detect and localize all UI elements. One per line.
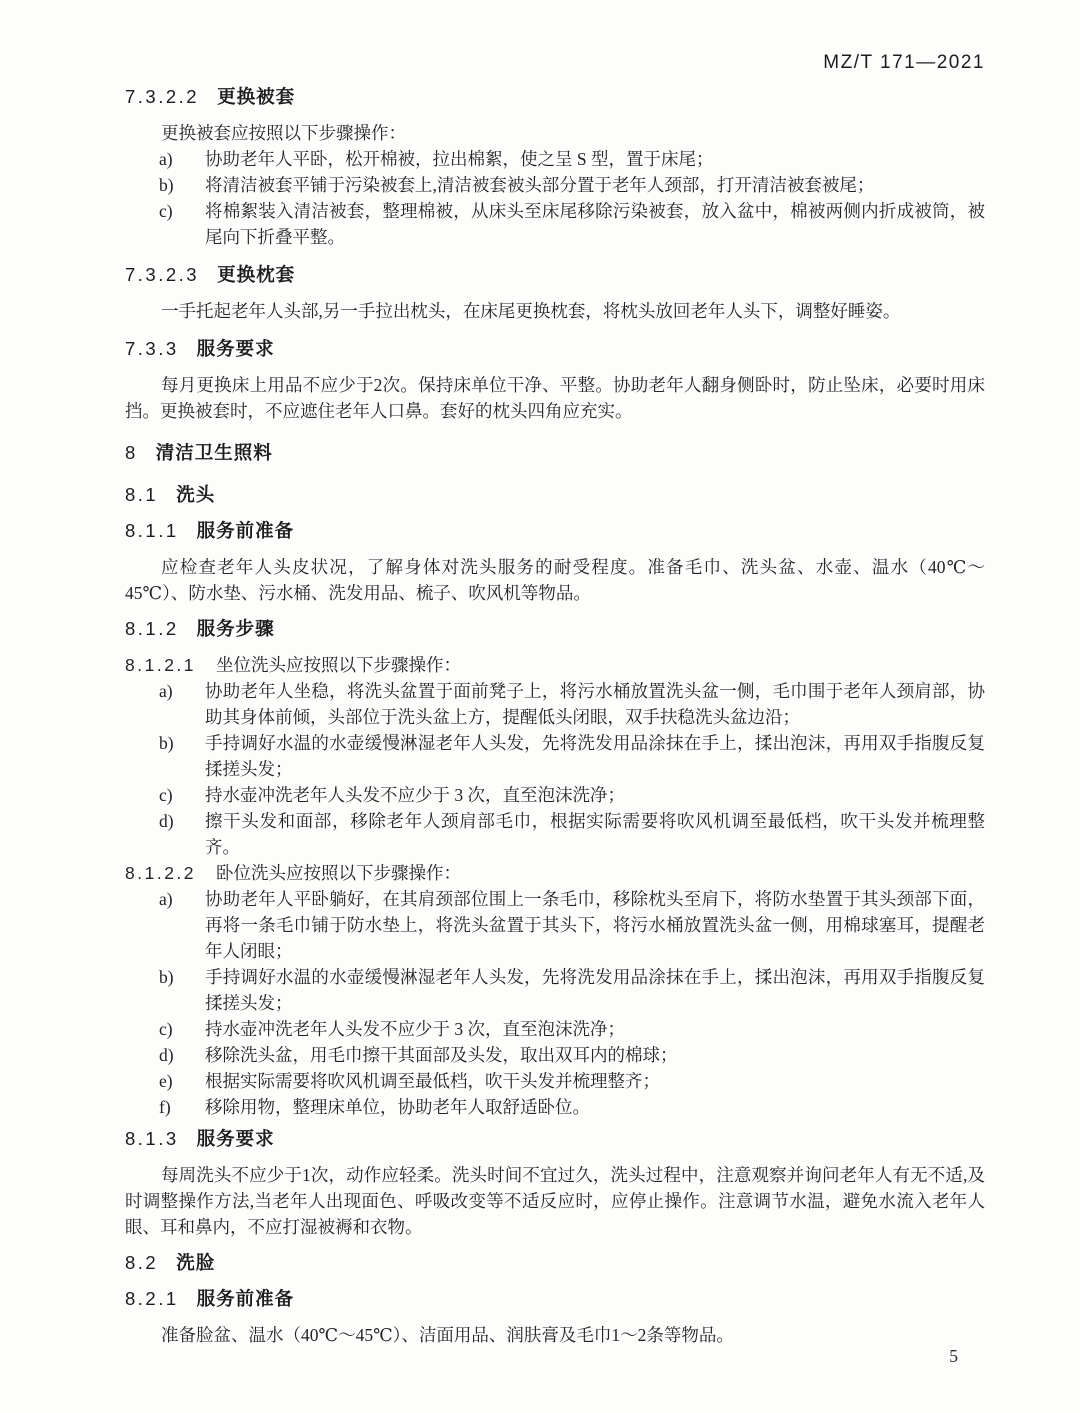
subsection-number: 8.1.2.1 [125, 655, 197, 675]
list-item-label: c) [159, 785, 173, 805]
list-item-d [125, 1042, 985, 1068]
section-number: 8.1.2 [125, 618, 179, 639]
list-item-a [125, 886, 985, 964]
list-item-text: 协助老年人坐稳，将洗头盆置于面前凳子上，将污水桶放置洗头盆一侧，毛巾围于老年人颈肩部，协助其身体前倾，头部位于洗头盆上方，提醒低头闭眼，双手扶稳洗头盆边沿； [205, 681, 985, 727]
section-heading-7-3-3 [125, 336, 985, 362]
list-item-c [125, 198, 985, 250]
ordered-list-8-1-2-1 [125, 678, 985, 860]
section-heading-8-2 [125, 1250, 985, 1276]
chapter-number: 8 [125, 442, 138, 463]
list-item-label: c) [159, 1019, 173, 1039]
list-item-c [125, 782, 985, 808]
list-item-text: 根据实际需要将吹风机调至最低档，吹干头发并梳理整齐； [205, 1071, 660, 1091]
subsection-heading-8-1-2-1 [125, 652, 985, 678]
list-item-label: e) [159, 1071, 173, 1091]
section-number: 8.1.1 [125, 520, 179, 541]
paragraph-7-3-3: 每月更换床上用品不应少于2次。保持床单位干净、平整。协助老年人翻身侧卧时，防止坠床，必要时用床挡。更换被套时，不应遮住老年人口鼻。套好的枕头四角应充实。 [125, 375, 985, 421]
section-title: 更换枕套 [217, 264, 296, 285]
section-heading-7-3-2-2 [125, 84, 985, 110]
section-title: 更换被套 [217, 86, 296, 107]
chapter-heading-8 [125, 440, 985, 466]
list-item-label: b) [159, 967, 174, 987]
section-number: 7.3.3 [125, 338, 179, 359]
list-item-label: b) [159, 175, 174, 195]
list-item-label: f) [159, 1097, 171, 1117]
list-item-label: d) [159, 811, 174, 831]
chapter-title: 清洁卫生照料 [155, 442, 273, 463]
list-item-d [125, 808, 985, 860]
section-heading-7-3-2-3 [125, 262, 985, 288]
paragraph-8-2-1: 准备脸盆、温水（40℃～45℃）、洁面用品、润肤膏及毛巾1～2条等物品。 [161, 1325, 734, 1345]
section-title: 洗脸 [176, 1252, 216, 1273]
section-title: 服务要求 [196, 1128, 275, 1149]
list-item-label: c) [159, 201, 173, 221]
section-number: 7.3.2.3 [125, 264, 200, 285]
section-heading-8-1-3 [125, 1126, 985, 1152]
paragraph-8-1-1: 应检查老年人头皮状况，了解身体对洗头服务的耐受程度。准备毛巾、洗头盆、水壶、温水（40℃～45℃）、防水垫、污水桶、洗发用品、梳子、吹风机等物品。 [125, 557, 985, 603]
section-heading-8-1-1 [125, 518, 985, 544]
page-number: 5 [949, 1346, 958, 1366]
section-title: 服务前准备 [196, 520, 295, 541]
list-item-c [125, 1016, 985, 1042]
section-heading-8-1-2 [125, 616, 985, 642]
list-item-b [125, 964, 985, 1016]
list-item-text: 擦干头发和面部，移除老年人颈肩部毛巾，根据实际需要将吹风机调至最低档，吹干头发并梳理整齐。 [205, 811, 985, 857]
section-number: 8.2.1 [125, 1288, 179, 1309]
paragraph-8-1-3: 每周洗头不应少于1次，动作应轻柔。洗头时间不宜过久，洗头过程中，注意观察并询问老年人有无不适,及时调整操作方法,当老年人出现面色、呼吸改变等不适反应时，应停止操作。注意调节水温，避免水流入老年人眼、耳和鼻内，不应打湿被褥和衣物。 [125, 1165, 985, 1237]
standard-code-header: MZ/T 171—2021 [823, 52, 985, 73]
list-item-label: a) [159, 149, 173, 169]
subsection-text: 卧位洗头应按照以下步骤操作： [216, 863, 462, 883]
list-item-text: 将棉絮装入清洁被套，整理棉被，从床头至床尾移除污染被套，放入盆中，棉被两侧内折成被筒，被尾向下折叠平整。 [205, 201, 985, 247]
subsection-text: 坐位洗头应按照以下步骤操作： [216, 655, 462, 675]
ordered-list-7-3-2-2 [125, 146, 985, 250]
list-item-text: 持水壶冲洗老年人头发不应少于 3 次，直至泡沫洗净； [205, 1019, 625, 1039]
list-item-b [125, 172, 985, 198]
section-number: 8.2 [125, 1252, 159, 1273]
list-item-label: d) [159, 1045, 174, 1065]
list-item-text: 协助老年人平卧躺好，在其肩颈部位围上一条毛巾，移除枕头至肩下，将防水垫置于其头颈部下面，再将一条毛巾铺于防水垫上，将洗头盆置于其头下，将污水桶放置洗头盆一侧，用棉球塞耳，提醒老年人闭眼； [205, 889, 985, 961]
ordered-list-8-1-2-2 [125, 886, 985, 1120]
paragraph-7-3-2-2-intro: 更换被套应按照以下步骤操作： [161, 123, 406, 143]
list-item-a [125, 146, 985, 172]
list-item-label: a) [159, 681, 173, 701]
subsection-number: 8.1.2.2 [125, 863, 197, 883]
subsection-heading-8-1-2-2 [125, 860, 985, 886]
section-heading-8-2-1 [125, 1286, 985, 1312]
list-item-text: 移除洗头盆，用毛巾擦干其面部及头发，取出双耳内的棉球； [205, 1045, 678, 1065]
section-number: 7.3.2.2 [125, 86, 200, 107]
list-item-label: a) [159, 889, 173, 909]
section-number: 8.1 [125, 484, 159, 505]
section-number: 8.1.3 [125, 1128, 179, 1149]
section-heading-8-1 [125, 482, 985, 508]
list-item-f [125, 1094, 985, 1120]
section-title: 服务步骤 [196, 618, 275, 639]
section-title: 服务前准备 [196, 1288, 295, 1309]
list-item-label: b) [159, 733, 174, 753]
list-item-text: 持水壶冲洗老年人头发不应少于 3 次，直至泡沫洗净； [205, 785, 625, 805]
list-item-e [125, 1068, 985, 1094]
list-item-a [125, 678, 985, 730]
paragraph-7-3-2-3: 一手托起老年人头部,另一手拉出枕头，在床尾更换枕套，将枕头放回老年人头下，调整好睡姿。 [161, 301, 901, 321]
list-item-text: 手持调好水温的水壶缓慢淋湿老年人头发，先将洗发用品涂抹在手上，揉出泡沫，再用双手指腹反复揉搓头发； [205, 733, 985, 779]
list-item-text: 将清洁被套平铺于污染被套上,清洁被套被头部分置于老年人颈部，打开清洁被套被尾； [205, 175, 875, 195]
list-item-text: 协助老年人平卧，松开棉被，拉出棉絮，使之呈 S 型，置于床尾； [205, 149, 714, 169]
list-item-text: 移除用物，整理床单位，协助老年人取舒适卧位。 [205, 1097, 590, 1117]
section-title: 服务要求 [196, 338, 275, 359]
section-title: 洗头 [176, 484, 216, 505]
list-item-b [125, 730, 985, 782]
list-item-text: 手持调好水温的水壶缓慢淋湿老年人头发，先将洗发用品涂抹在手上，揉出泡沫，再用双手指腹反复揉搓头发； [205, 967, 985, 1013]
